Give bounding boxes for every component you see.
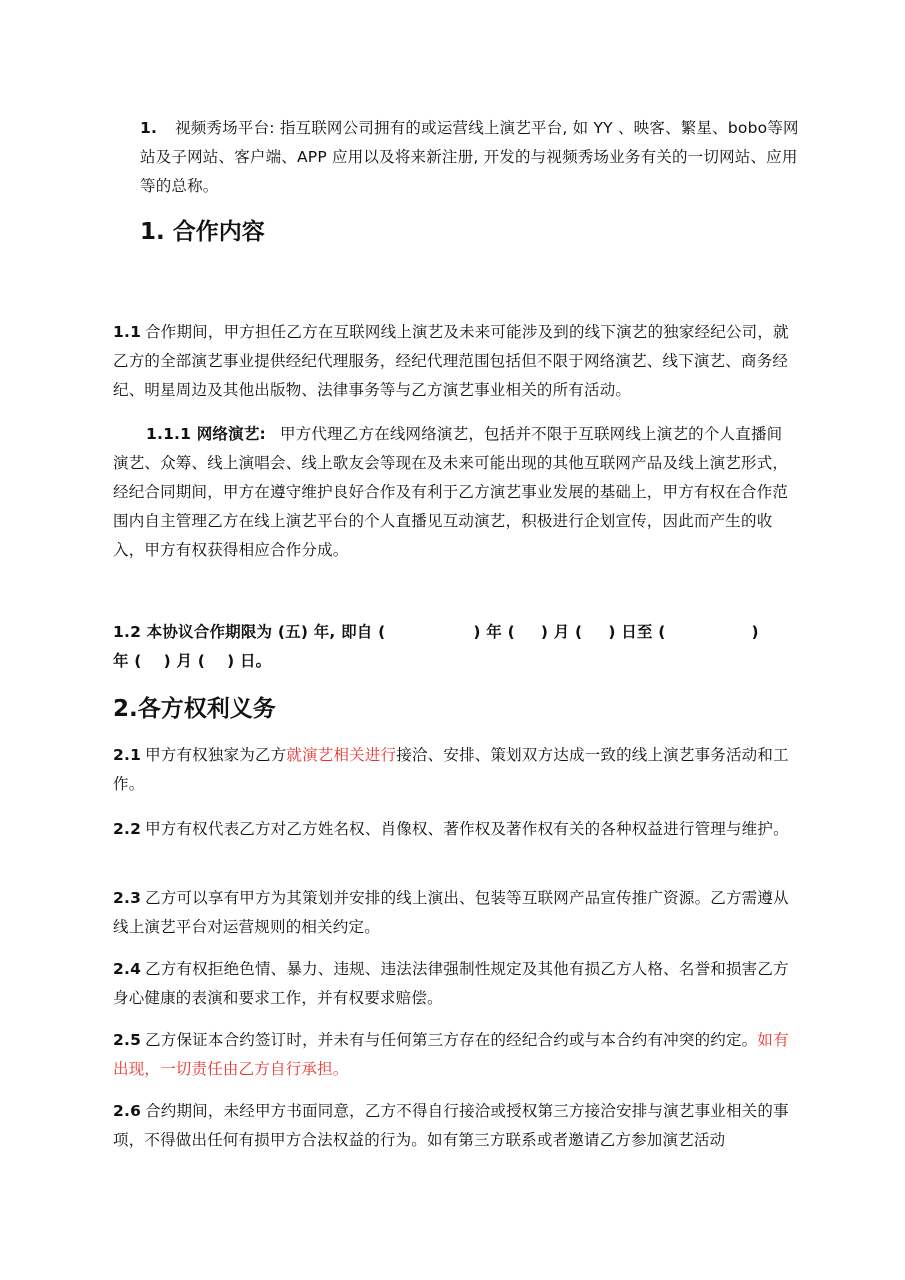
- term-start-label: 1.2 本协议合作期限为 (五) 年, 即自 (: [113, 623, 386, 641]
- term-year-label: ) 年 (: [473, 623, 515, 641]
- clause-2-3-text: 乙方可以享有甲方为其策划并安排的线上演出、包装等互联网产品宣传推广资源。乙方需遵从线上演艺平台对运营规则的相关约定。: [113, 889, 789, 936]
- clause-2-4-number: 2.4: [113, 960, 142, 978]
- clause-2-6-number: 2.6: [113, 1102, 142, 1120]
- clause-1-1-1-label: 1.1.1 网络演艺:: [146, 425, 266, 443]
- term-month-label: ) 月 (: [540, 623, 583, 641]
- definition-paragraph: [140, 114, 800, 201]
- clause-2-1-text-a: 甲方有权独家为乙方: [145, 746, 287, 764]
- clause-1-1-text: 合作期间，甲方担任乙方在互联网线上演艺及未来可能涉及到的线下演艺的独家经纪公司，就乙方的全部演艺事业提供经纪代理服务，经纪代理范围包括但不限于网络演艺、线下演艺、商务经纪、明星周边及其他出版物、法律事务等与乙方演艺事业相关的所有活动。: [113, 323, 789, 399]
- clause-1-2-line2: [113, 647, 803, 676]
- clause-2-5-highlight: 如有出现，一切责任由乙方自行承担。: [113, 1031, 789, 1078]
- section1-heading: 1. 合作内容: [140, 219, 265, 245]
- clause-1-2-line1: [113, 618, 803, 647]
- clause-2-5-text: 乙方保证本合约签订时，并未有与任何第三方存在的经纪合约或与本合约有冲突的约定。: [145, 1031, 758, 1049]
- end-year-label: 年 (: [113, 652, 142, 670]
- clause-1-1: [113, 318, 798, 405]
- term-close-paren: ): [751, 623, 759, 641]
- clause-2-2-number: 2.2: [113, 820, 142, 838]
- clause-2-2-text: 甲方有权代表乙方对乙方姓名权、肖像权、著作权及著作权有关的各种权益进行管理与维护。: [145, 820, 789, 838]
- clause-1-1-number: 1.1: [113, 323, 142, 341]
- clause-2-1-text-b: 接洽、安排、策划双方达成一致的线上演艺事务活动和工作。: [113, 746, 789, 793]
- clause-2-1: [113, 741, 798, 799]
- clause-2-5-number: 2.5: [113, 1031, 142, 1049]
- clause-2-2: [113, 815, 798, 844]
- clause-2-4-text: 乙方有权拒绝色情、暴力、违规、违法法律强制性规定及其他有损乙方人格、名誉和损害乙方身心健康的表演和要求工作，并有权要求赔偿。: [113, 960, 789, 1007]
- term-day-to-label: ) 日至 (: [608, 623, 666, 641]
- clause-2-6-text: 合约期间，未经甲方书面同意，乙方不得自行接洽或授权第三方接洽安排与演艺事业相关的事项，不得做出任何有损甲方合法权益的行为。如有第三方联系或者邀请乙方参加演艺活动: [113, 1102, 789, 1149]
- clause-1-2: [113, 618, 803, 676]
- clause-2-6: [113, 1097, 798, 1155]
- clause-1-1-1-text: 甲方代理乙方在线网络演艺，包括并不限于互联网线上演艺的个人直播间演艺、众筹、线上演唱会、线上歌友会等现在及未来可能出现的其他互联网产品及线上演艺形式，经纪合同期间，甲方在遵守维护良好合作及有利于乙方演艺事业发展的基础上，甲方有权在合作范围内自主管理乙方在线上演艺平台的个人直播见互动演艺，积极进行企划宣传，因此而产生的收入，甲方有权获得相应合作分成。: [113, 425, 789, 559]
- section2-heading: 2.各方权利义务: [113, 696, 276, 722]
- clause-2-5: [113, 1026, 798, 1084]
- clause-2-1-number: 2.1: [113, 746, 142, 764]
- clause-2-1-highlight: 就演艺相关进行: [286, 746, 397, 764]
- clause-2-3: [113, 884, 798, 942]
- clause-2-4: [113, 955, 798, 1013]
- clause-1-1-1: [113, 420, 798, 565]
- clause-2-3-number: 2.3: [113, 889, 142, 907]
- definition-text: 视频秀场平台: 指互联网公司拥有的或运营线上演艺平台, 如 YY 、映客、繁星、bobo等网站及子网站、客户端、APP 应用以及将来新注册, 开发的与视频秀场业务有关的一切网站、应用等的总称。: [140, 119, 799, 195]
- end-month-label: ) 月 (: [163, 652, 206, 670]
- end-day-label: ) 日。: [227, 652, 272, 670]
- definition-number: 1.: [140, 119, 158, 137]
